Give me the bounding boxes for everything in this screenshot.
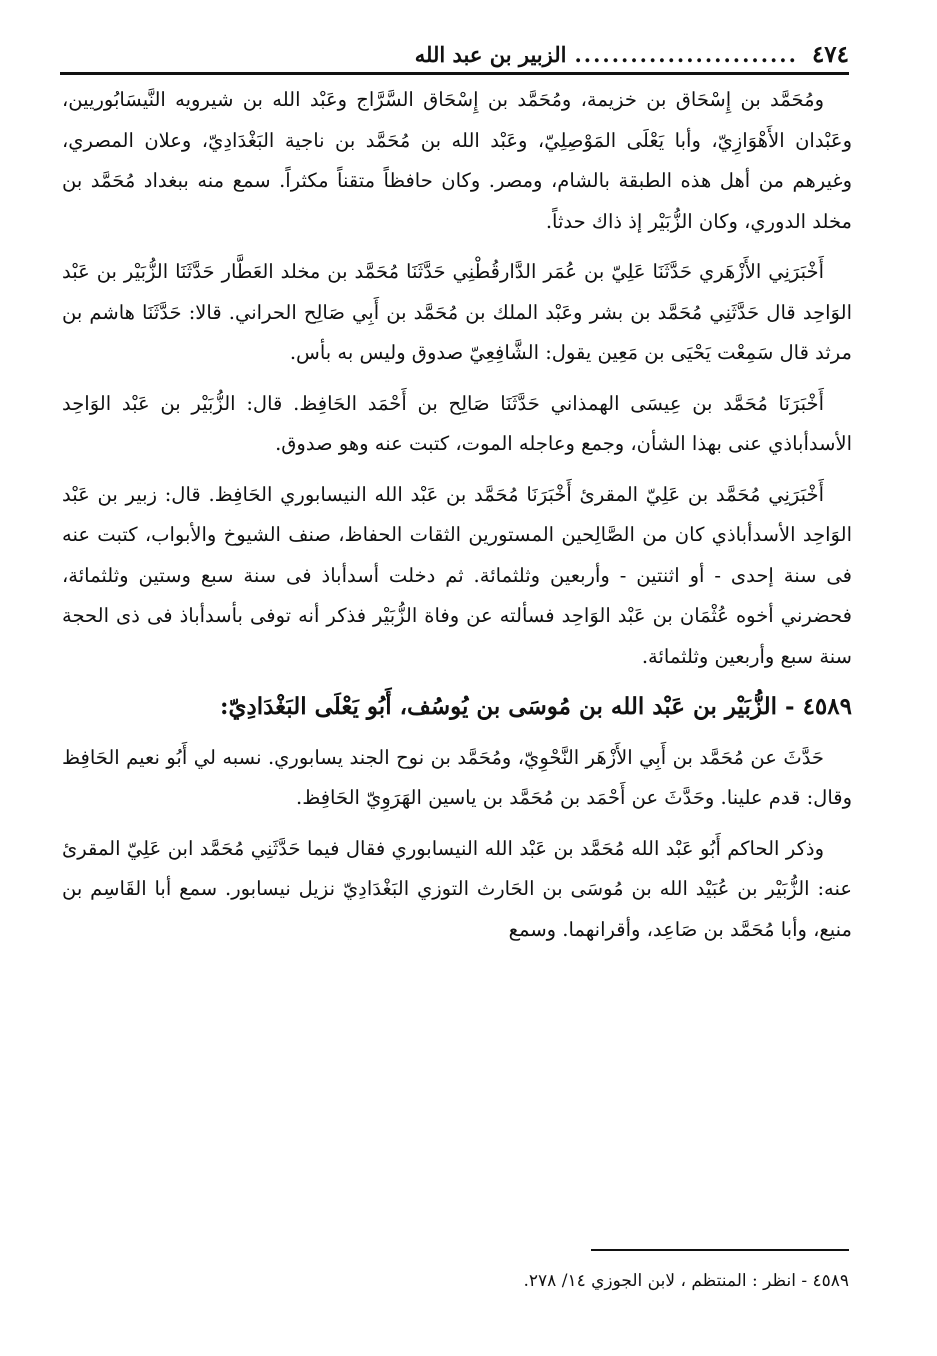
header-dots: ........................	[574, 41, 798, 67]
paragraph: أَخْبَرَنِي مُحَمَّد بن عَلِيّ المقرئ أَخْبَرَنَا مُحَمَّد بن عَبْد الله النيسابوري الحَافِظ. قال: زبير بن عَبْد الوَاحِد الأسدأباذي كان من الصَّالِحين المستورين الثقات الحفاظ، صنف الشيوخ والأبواب، كتبت عنه فى سنة إحدى - أو اثنتين - وأربعين وثلثمائة. ثم دخلت أسدأباذ فى سنة سبع وستين وثلثمائة، فحضرني أخوه عُثْمَان بن عَبْد الوَاحِد فسألته عن وفاة الزُّبَيْر فذكر أنه توفى بأسدأباذ فى ذى الحجة سنة سبع وأربعين وثلثمائة.	[62, 482, 852, 668]
running-title: الزبير بن عبد الله	[414, 41, 567, 67]
paragraph: أَخْبَرَنِي الأَزْهَري حَدَّثَنَا عَلِيّ بن عُمَر الدَّارقُطْنِي حَدَّثَنَا مُحَمَّد بن مخلد العَطَّار حَدَّثَنَا الزُّبَيْر بن عَبْد الوَاحِد قال حَدَّثَنِي مُحَمَّد بن بشر وعَبْد الملك بن مُحَمَّد بن أَبِي صَالِح الحراني. قالا: حَدَّثَنَا هاشم بن مرثد قال سَمِعْت يَحْيَى بن مَعِين يقول: الشَّافِعِيّ صدوق وليس به بأس.	[62, 260, 852, 364]
paragraph: ومُحَمَّد بن إِسْحَاق بن خزيمة، ومُحَمَّد بن إِسْحَاق السَّرَّاج وعَبْد الله بن شيرويه النَّيسَابُوريين، وعَبْدان الأَهْوَازِيّ، وأبا يَعْلَى المَوْصِلِيّ، وعَبْد الله بن مُحَمَّد بن ناجية البَغْدَادِيّ، وعلان المصري، وغيرهم من أهل هذه الطبقة بالشام، ومصر. وكان حافظاً متقناً مكثراً. سمع منه ببغداد مُحَمَّد بن مخلد الدوري، وكان الزُّبَيْر إذ ذاك حدثاً.	[62, 88, 852, 233]
paragraph: حَدَّثَ عن مُحَمَّد بن أَبِي الأَزْهَر النَّحْوِيّ، ومُحَمَّد بن نوح الجند يسابوري. نسبه لي أَبُو نعيم الحَافِظ وقال: قدم علينا. وحَدَّثَ عن أَحْمَد بن مُحَمَّد بن ياسين الهَرَوِيّ الحَافِظ.	[62, 745, 852, 809]
footnote-divider	[591, 1249, 849, 1251]
footnote: ٤٥٨٩ - انظر : المنتظم ، لابن الجوزي ١٤/ ٢٧٨.	[523, 1271, 849, 1291]
page-header	[60, 36, 849, 75]
page-number: ٤٧٤	[811, 40, 849, 68]
entry-heading: ٤٥٨٩ - الزُّبَيْر بن عَبْد الله بن مُوسَى بن يُوسُف، أَبُو يَعْلَى البَغْدَادِيّ:	[219, 693, 852, 720]
page-body	[62, 80, 852, 960]
paragraph: وذكر الحاكم أَبُو عَبْد الله مُحَمَّد بن عَبْد الله النيسابوري فقال فيما حَدَّثَنِي مُحَمَّد ابن عَلِيّ المقرئ عنه: الزُّبَيْر بن عُبَيْد الله بن مُوسَى بن الحَارث التوزي البَغْدَادِيّ نزيل نيسابور. سمع أبا القَاسِم بن منيع، وأبا مُحَمَّد بن صَاعِد، وأقرانهما. وسمع	[62, 836, 852, 941]
paragraph: أَخْبَرَنَا مُحَمَّد بن عِيسَى الهمذاني حَدَّثَنَا صَالِح بن أَحْمَد الحَافِظ. قال: الزُّبَيْر بن عَبْد الوَاحِد الأسدأباذي عنى بهذا الشأن، وجمع وعاجله الموت، كتبت عنه وهو صدوق.	[62, 391, 852, 455]
